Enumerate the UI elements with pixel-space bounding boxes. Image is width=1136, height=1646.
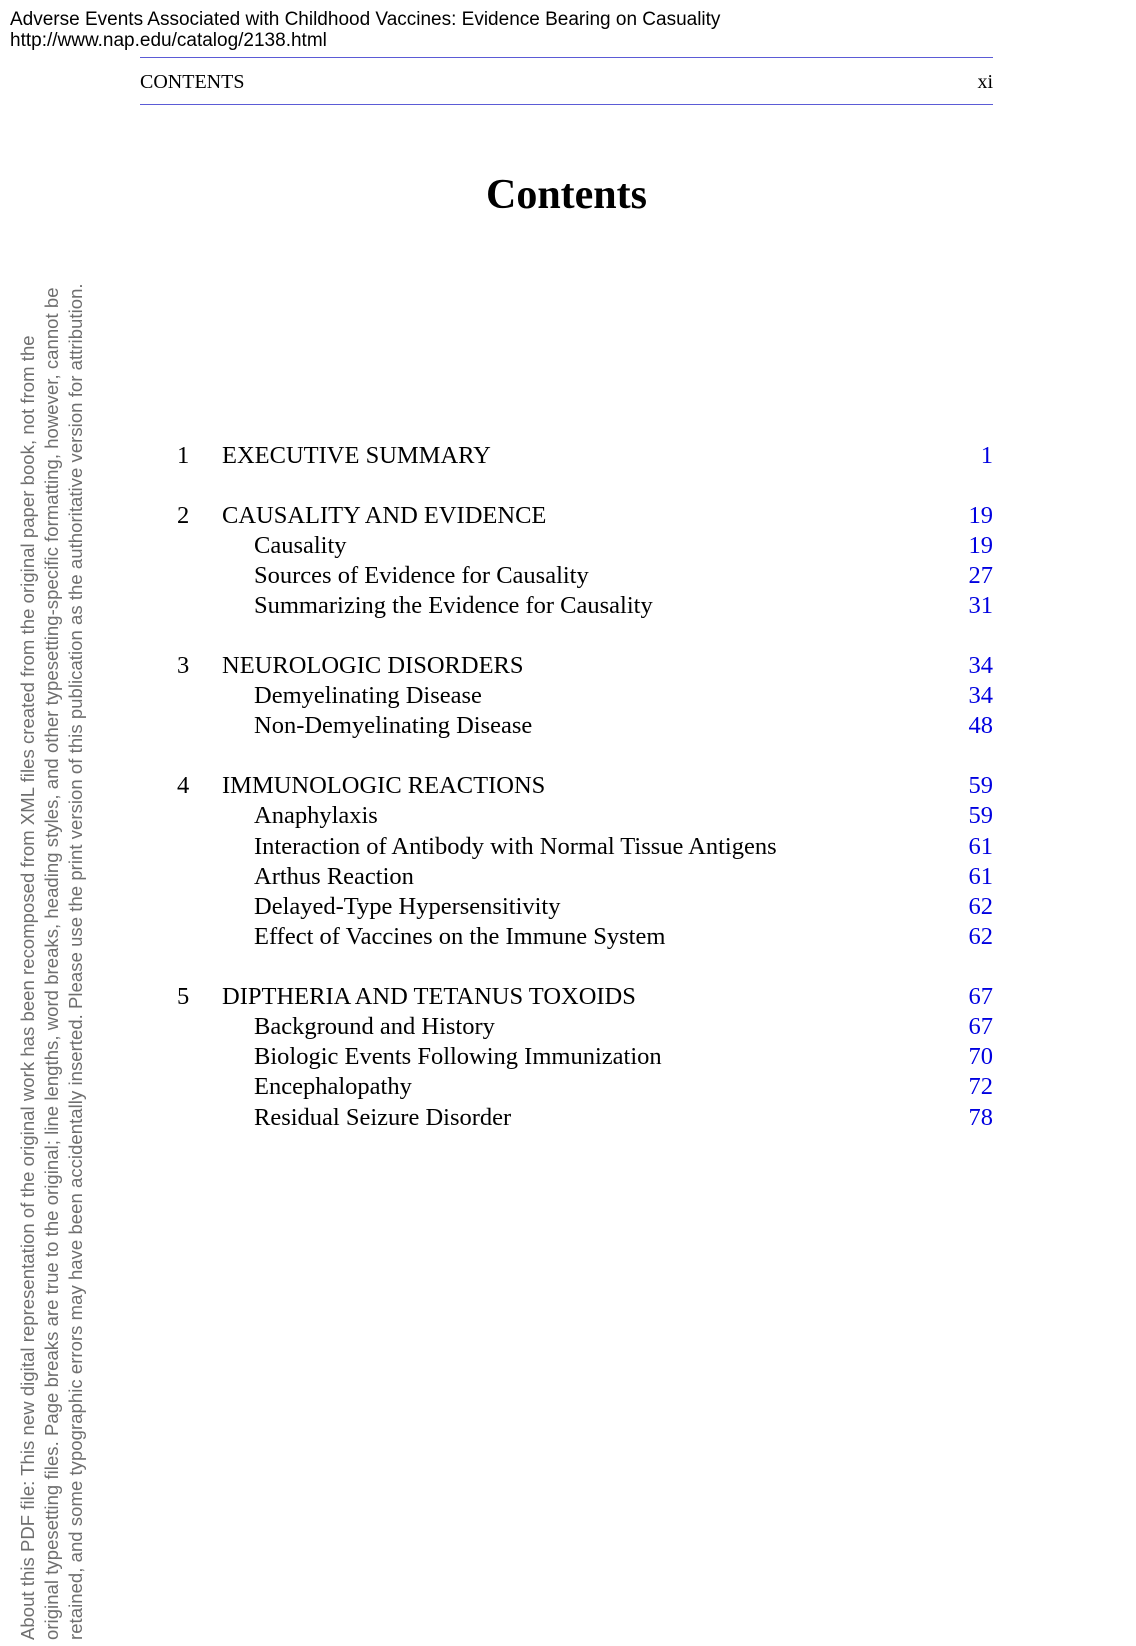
toc-page-link[interactable]: 59 xyxy=(968,802,993,830)
toc-section-title: Sources of Evidence for Causality xyxy=(254,562,589,590)
toc-page-link[interactable]: 61 xyxy=(968,862,993,890)
toc-chapter-row[interactable] xyxy=(140,440,993,471)
toc-section-title: Arthus Reaction xyxy=(254,862,414,890)
toc-section-title: Encephalopathy xyxy=(254,1073,412,1101)
toc-page-link[interactable]: 48 xyxy=(968,712,993,740)
toc-chapter-title: EXECUTIVE SUMMARY xyxy=(222,442,491,469)
toc-page-link[interactable]: 59 xyxy=(968,772,993,800)
toc-chapter-title: NEUROLOGIC DISORDERS xyxy=(222,652,524,679)
toc-section-title: Biologic Events Following Immunization xyxy=(254,1043,662,1071)
toc-section-title: Delayed-Type Hypersensitivity xyxy=(254,892,561,920)
toc-page-link[interactable]: 62 xyxy=(968,892,993,920)
running-head-page-number: xi xyxy=(977,71,993,93)
toc-page-link[interactable]: 34 xyxy=(968,682,993,710)
toc-page-link[interactable]: 70 xyxy=(968,1043,993,1071)
header-rule-bottom xyxy=(140,104,993,105)
disclaimer-line: original typesetting files. Page breaks are true to the original; line lengths, word breaks, heading styles, and other typesetting-specific formatting, however, cannot be xyxy=(41,287,62,1640)
disclaimer-line: About this PDF file: This new digital representation of the original work has been recomposed from XML files created from the original paper book, not from the xyxy=(17,335,38,1640)
toc-page-link[interactable]: 19 xyxy=(968,531,993,559)
toc-chapter-number: 4 xyxy=(177,772,190,800)
toc-section-row[interactable] xyxy=(140,710,993,741)
toc-page-link[interactable]: 62 xyxy=(968,923,993,951)
toc-chapter-row[interactable] xyxy=(140,650,993,681)
toc-chapter-row[interactable] xyxy=(140,981,993,1012)
toc-chapter-number: 3 xyxy=(177,652,190,679)
toc-chapter-title: CAUSALITY AND EVIDENCE xyxy=(222,501,547,529)
toc-page-link[interactable]: 72 xyxy=(968,1073,993,1101)
document-header xyxy=(10,9,720,51)
toc-section-row[interactable] xyxy=(140,680,993,711)
toc-section-row[interactable] xyxy=(140,560,993,591)
toc-section-row[interactable] xyxy=(140,1102,993,1133)
page-title: Contents xyxy=(485,172,647,218)
toc-chapter-title: DIPTHERIA AND TETANUS TOXOIDS xyxy=(222,982,636,1010)
toc-chapter-number: 2 xyxy=(177,501,190,529)
toc-section-row[interactable] xyxy=(140,861,993,892)
toc-section-row[interactable] xyxy=(140,891,993,922)
disclaimer-line: retained, and some typographic errors may have been accidentally inserted. Please use the print version of this publication as the authoritative version for attribution. xyxy=(65,283,86,1640)
toc-page-link[interactable]: 61 xyxy=(968,832,993,860)
toc-section-title: Effect of Vaccines on the Immune System xyxy=(254,923,666,951)
toc-chapter-number: 1 xyxy=(177,442,190,469)
toc-page-link[interactable]: 31 xyxy=(968,592,993,620)
toc-section-row[interactable] xyxy=(140,530,993,561)
toc-chapter-title: IMMUNOLOGIC REACTIONS xyxy=(222,772,546,800)
toc-section-title: Background and History xyxy=(254,1013,495,1040)
toc-section-title: Causality xyxy=(254,531,347,559)
toc-page-link[interactable]: 78 xyxy=(968,1103,993,1131)
pdf-disclaimer xyxy=(16,90,88,1640)
toc-section-row[interactable] xyxy=(140,1071,993,1102)
toc-section-title: Summarizing the Evidence for Causality xyxy=(254,592,653,620)
toc-page-link[interactable]: 67 xyxy=(968,1013,993,1040)
toc-section-row[interactable] xyxy=(140,1011,993,1042)
toc-section-title: Demyelinating Disease xyxy=(254,682,482,710)
toc-chapter-row[interactable] xyxy=(140,500,993,531)
document-url[interactable]: http://www.nap.edu/catalog/2138.html xyxy=(10,30,327,51)
toc-section-row[interactable] xyxy=(140,831,993,862)
toc-page-link[interactable]: 1 xyxy=(980,442,993,469)
header-rule-top xyxy=(140,57,993,58)
toc-page-link[interactable]: 27 xyxy=(968,562,993,590)
toc-section-row[interactable] xyxy=(140,800,993,831)
toc-page-link[interactable]: 34 xyxy=(968,652,993,679)
document-title: Adverse Events Associated with Childhood Vaccines: Evidence Bearing on Casuality xyxy=(10,9,721,30)
toc-page-link[interactable]: 67 xyxy=(968,982,993,1010)
toc-chapter-row[interactable] xyxy=(140,770,993,801)
toc-section-row[interactable] xyxy=(140,1041,993,1072)
running-head-title: CONTENTS xyxy=(140,71,245,93)
toc-section-title: Non-Demyelinating Disease xyxy=(254,712,533,740)
toc-section-row[interactable] xyxy=(140,921,993,952)
toc-page-link[interactable]: 19 xyxy=(968,501,993,529)
toc-section-title: Interaction of Antibody with Normal Tissue Antigens xyxy=(254,832,777,860)
toc-section-title: Residual Seizure Disorder xyxy=(254,1103,512,1131)
toc-section-row[interactable] xyxy=(140,590,993,621)
toc-chapter-number: 5 xyxy=(177,982,190,1010)
toc-section-title: Anaphylaxis xyxy=(254,802,378,830)
